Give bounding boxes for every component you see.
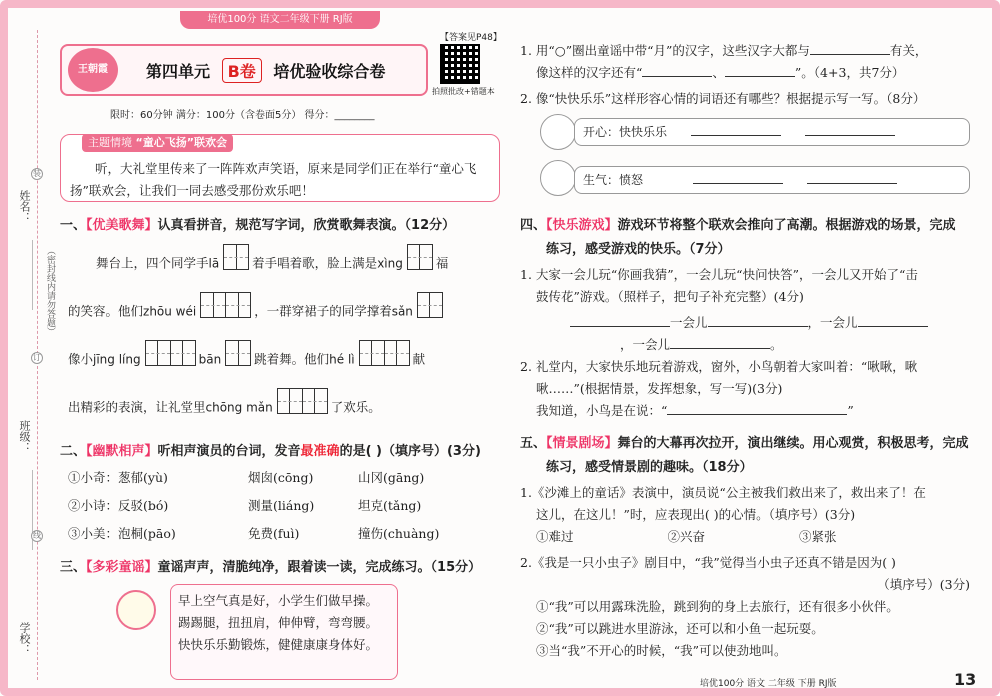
page-number: 13 [954, 670, 977, 689]
s2-text2: 的是( )（填序号）(3分) [339, 444, 481, 459]
name-label: 姓名： [18, 190, 31, 223]
s1-line-3 [68, 340, 425, 380]
happy-label: 开心：快快乐乐 [583, 125, 668, 139]
q1-text-e: ”。（4+3，共7分） [794, 65, 905, 80]
angry-label: 生气：愤怒 [583, 173, 644, 187]
poem [178, 590, 378, 656]
g1-text-e: ，一会儿 [620, 337, 671, 352]
d2-option: ③当“我”不开心的时候，“我”可以使劲地叫。 [536, 643, 787, 658]
happy-bubble [574, 118, 970, 146]
d1-option: ①难过 [536, 529, 574, 544]
s3-text: 童谣声声，清脆纯净，跟着读一读，完成练习。（15分） [157, 560, 482, 575]
top-banner: 培优100分 语文二年级下册 RJ版 [180, 11, 380, 29]
d1-text-a: 1.《沙滩上的童话》表演中，演员说“公主被我们救出来了，救出来了！在 [520, 485, 926, 500]
s5-text-a: 舞台的大幕再次拉开，演出继续。用心观赏，积极思考，完成 [617, 436, 969, 451]
s1-tag: 【优美歌舞】 [86, 218, 158, 233]
s1-text-d: 的笑容。他们 [68, 303, 144, 319]
theme-label: 主题情境 [88, 136, 132, 149]
poem-line: 踢踢腿，扭扭肩，伸伸臂，弯弯腰。 [178, 615, 379, 630]
section-1-heading [60, 214, 455, 233]
class-label: 班级： [18, 420, 31, 453]
theme-name: “童心飞扬”联欢会 [135, 136, 227, 149]
theme-tag [82, 134, 233, 152]
d2-text-a: 2.《我是一只小虫子》剧目中，“我”觉得当小虫子还真不错是因为( ) [520, 555, 896, 570]
pinyin-chongman: chōng mǎn [205, 400, 273, 415]
q1-blank-1[interactable] [810, 41, 890, 55]
school-label: 学校： [18, 622, 31, 655]
s5-text-b: 练习，感受情景剧的趣味。（18分） [546, 460, 753, 475]
writing-grid[interactable] [407, 244, 432, 284]
s1-text: 认真看拼音，规范写字词，欣赏歌舞表演。（12分） [157, 218, 456, 233]
s2-row-1 [68, 468, 425, 486]
s1-text-b: 着手唱着歌，脸上满是 [252, 255, 378, 271]
s2-cell: 免费(fuì) [248, 526, 300, 541]
g2-text-a: 2. 礼堂内，大家快乐地玩着游戏，窗外，小鸟朝着大家叫着：“啾啾，啾 [520, 359, 918, 374]
writing-grid[interactable] [417, 292, 442, 332]
g1-text-f: 。 [770, 337, 783, 352]
qr-code[interactable] [440, 44, 480, 84]
q1-blank-3[interactable] [725, 63, 795, 77]
angry-blank-2[interactable] [807, 170, 897, 184]
g1-text-c: 一会儿 [670, 315, 708, 330]
answer-reference: 【答案见P48】 [440, 33, 502, 43]
theme-text: 听，大礼堂里传来了一阵阵欢声笑语，原来是同学们正在举行“童心飞扬”联欢会，让我们一同去感受那份欢乐吧！ [70, 161, 477, 198]
g2-text-d: ” [847, 403, 854, 418]
g1-blank-4[interactable] [670, 335, 770, 349]
s5-tag: 【情景剧场】 [546, 436, 618, 451]
s1-text-f: 像小 [68, 351, 94, 367]
d1-text-b: 这儿，在这儿！”时，应表现出( )的心情。（填序号）(3分) [536, 507, 856, 522]
qr-caption: 拍照批改+错题本 [432, 87, 495, 96]
s1-text-i: 出精彩的表演，让礼堂里 [68, 399, 206, 415]
s1-text-h: 献 [412, 351, 426, 367]
s5-num: 五、 [520, 436, 547, 451]
d2-option: ①“我”可以用露珠洗脸，跳到狗的身上去旅行，还有很多小伙伴。 [536, 599, 899, 614]
s1-text-c: 福 [435, 255, 449, 271]
footer-text: 培优100分 语文 二年级 下册 RJ版 [700, 679, 837, 689]
angry-bubble [574, 166, 970, 194]
s2-cell: ②小诗：反驳(bó) [68, 498, 169, 513]
g2-blank[interactable] [667, 401, 847, 415]
s3-num: 三、 [60, 560, 87, 575]
section-4-heading [520, 214, 956, 262]
section-3-heading [60, 556, 481, 575]
g1-text-b: 鼓传花”游戏。（照样子，把句子补充完整）(4分) [536, 289, 804, 304]
s2-row-3 [68, 524, 440, 542]
s4-num: 四、 [520, 218, 547, 233]
s1-line-4 [68, 388, 381, 428]
d2-option: ②“我”可以跳进水里游泳，还可以和小鱼一起玩耍。 [536, 621, 824, 636]
poem-line: 早上空气真是好，小学生们做早操。 [178, 593, 379, 608]
s1-line-1 [96, 244, 448, 284]
pinyin-heli: hé lì [329, 352, 355, 367]
d2-text-b: （填序号）(3分) [877, 577, 970, 592]
g2-text-c: 我知道，小鸟是在说：“ [536, 403, 668, 418]
pinyin-la: lā [208, 256, 220, 271]
section-2-heading [60, 440, 481, 459]
sun-icon [116, 590, 156, 630]
g1-text-a: 1. 大家一会儿玩“你画我猜”，一会儿玩“快问快答”，一会儿又开始了“击 [520, 267, 918, 282]
g1-blank-2[interactable] [708, 313, 808, 327]
s1-text-a: 舞台上，四个同学手 [96, 255, 209, 271]
r-q2: 2. 像“快快乐乐”这样形容心情的词语还有哪些？根据提示写一写。（8分） [520, 91, 926, 106]
s4-text-b: 练习，感受游戏的快乐。（7分） [546, 242, 731, 257]
pinyin-san: sǎn [391, 304, 413, 319]
s2-cell: 测量(liáng) [248, 498, 315, 513]
q1-text-c: 像这样的汉字还有“ [536, 65, 643, 80]
d1-option: ②兴奋 [667, 529, 706, 544]
writing-grid[interactable] [145, 340, 195, 380]
pinyin-jingling: jīng líng [93, 352, 141, 367]
pinyin-ban: bān [198, 352, 222, 367]
s4-text-a: 游戏环节将整个联欢会推向了高潮。根据游戏的场景，完成 [617, 218, 956, 233]
seal-mark-1: 装 [33, 169, 41, 178]
s1-line-2 [68, 292, 442, 332]
section-5-heading [520, 432, 969, 480]
s2-cell: 烟囱(cōng) [248, 470, 314, 485]
s2-cell: ③小美：泡桐(pāo) [68, 526, 176, 541]
writing-grid[interactable] [200, 292, 250, 332]
q1-text-a: 1. 用“○”圈出童谣中带“月”的汉字，这些汉字大都与 [520, 43, 810, 58]
q1-text-b: 有关， [889, 43, 928, 58]
s4-tag: 【快乐游戏】 [546, 218, 618, 233]
seal-notice: （密封线内请勿答题） [45, 246, 55, 336]
s2-text: 听相声演员的台词，发音 [157, 444, 301, 459]
s2-row-2 [68, 496, 422, 514]
g1-blank-1[interactable] [570, 313, 670, 327]
q1-text-d: 、 [712, 65, 725, 80]
s2-highlight: 最准确 [300, 444, 340, 459]
g2-text-b: 啾……”(根据情景，发挥想象，写一写)(3分) [536, 381, 783, 396]
s1-text-j: 了欢乐。 [330, 399, 381, 415]
juan-badge: B卷 [222, 58, 262, 83]
s2-cell: 坦克(tǎng) [358, 498, 422, 513]
happy-blank-1[interactable] [691, 122, 781, 136]
happy-blank-2[interactable] [805, 122, 895, 136]
title-text: 培优验收综合卷 [273, 62, 386, 81]
d1-option: ③紧张 [799, 529, 837, 544]
pinyin-xing: xìng [377, 256, 403, 271]
angry-face-icon [540, 160, 576, 196]
brand-logo: 王朝霞 [68, 48, 118, 92]
r-d2 [520, 552, 970, 662]
name-line [32, 240, 33, 310]
s2-cell: 撞伤(chuàng) [358, 526, 440, 541]
s2-cell: 山冈(gāng) [358, 470, 425, 485]
happy-face-icon [540, 114, 576, 150]
angry-blank-1[interactable] [693, 170, 783, 184]
writing-grid[interactable] [225, 340, 250, 380]
r-q1 [520, 40, 927, 84]
page-title [146, 58, 385, 83]
poem-line: 快快乐乐勤锻炼，健健康康身体好。 [178, 637, 379, 652]
writing-grid[interactable] [359, 340, 409, 380]
s2-cell: ①小奇：葱郁(yù) [68, 470, 168, 485]
test-info: 限时：60分钟 满分：100分（含卷面5分） 得分：________ [110, 110, 375, 121]
r-d1 [520, 482, 926, 548]
seal-mark-2: 订 [33, 353, 41, 362]
writing-grid[interactable] [277, 388, 327, 428]
unit-label: 第四单元 [146, 62, 211, 81]
q1-blank-2[interactable] [642, 63, 712, 77]
writing-grid[interactable] [223, 244, 248, 284]
r-g1 [520, 264, 928, 356]
s1-num: 一、 [60, 218, 87, 233]
s2-num: 二、 [60, 444, 87, 459]
s2-tag: 【幽默相声】 [86, 444, 158, 459]
g1-text-d: ，一会儿 [807, 315, 858, 330]
g1-blank-3[interactable] [858, 313, 928, 327]
seal-mark-3: 线 [33, 531, 41, 540]
s3-tag: 【多彩童谣】 [86, 560, 158, 575]
pinyin-zhouwei: zhōu wéi [143, 304, 197, 319]
s1-text-g: 跳着舞。他们 [254, 351, 330, 367]
s1-text-e: ，一群穿裙子的同学撑着 [254, 303, 392, 319]
r-g2 [520, 356, 917, 422]
